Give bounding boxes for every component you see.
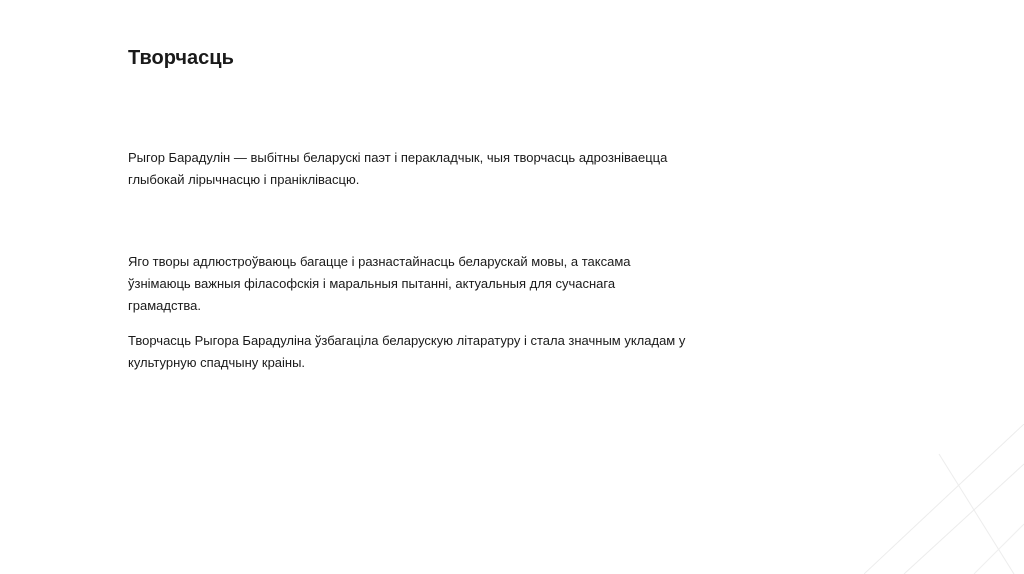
paragraph-legacy: Творчасць Рыгора Барадуліна ўзбагаціла беларускую літаратуру і стала значным укладам у культурную спадчыну краіны. [128,333,686,370]
paragraph-intro: Рыгор Барадулін — выбітны беларускі паэт і перакладчык, чыя творчасць адрозніваецца глыбокай лірычнасцю і пранікліваcцю. [128,150,668,187]
corner-decoration [864,424,1024,574]
slide-title: Творчасць [128,47,234,69]
paragraph-works: Яго творы адлюстроўваюць багацце і разнастайнасць беларускай мовы, а таксама ўзнімаюць важныя філасофскія і маральныя пытанні, актуальныя для сучаснага грамадства. [128,254,631,313]
